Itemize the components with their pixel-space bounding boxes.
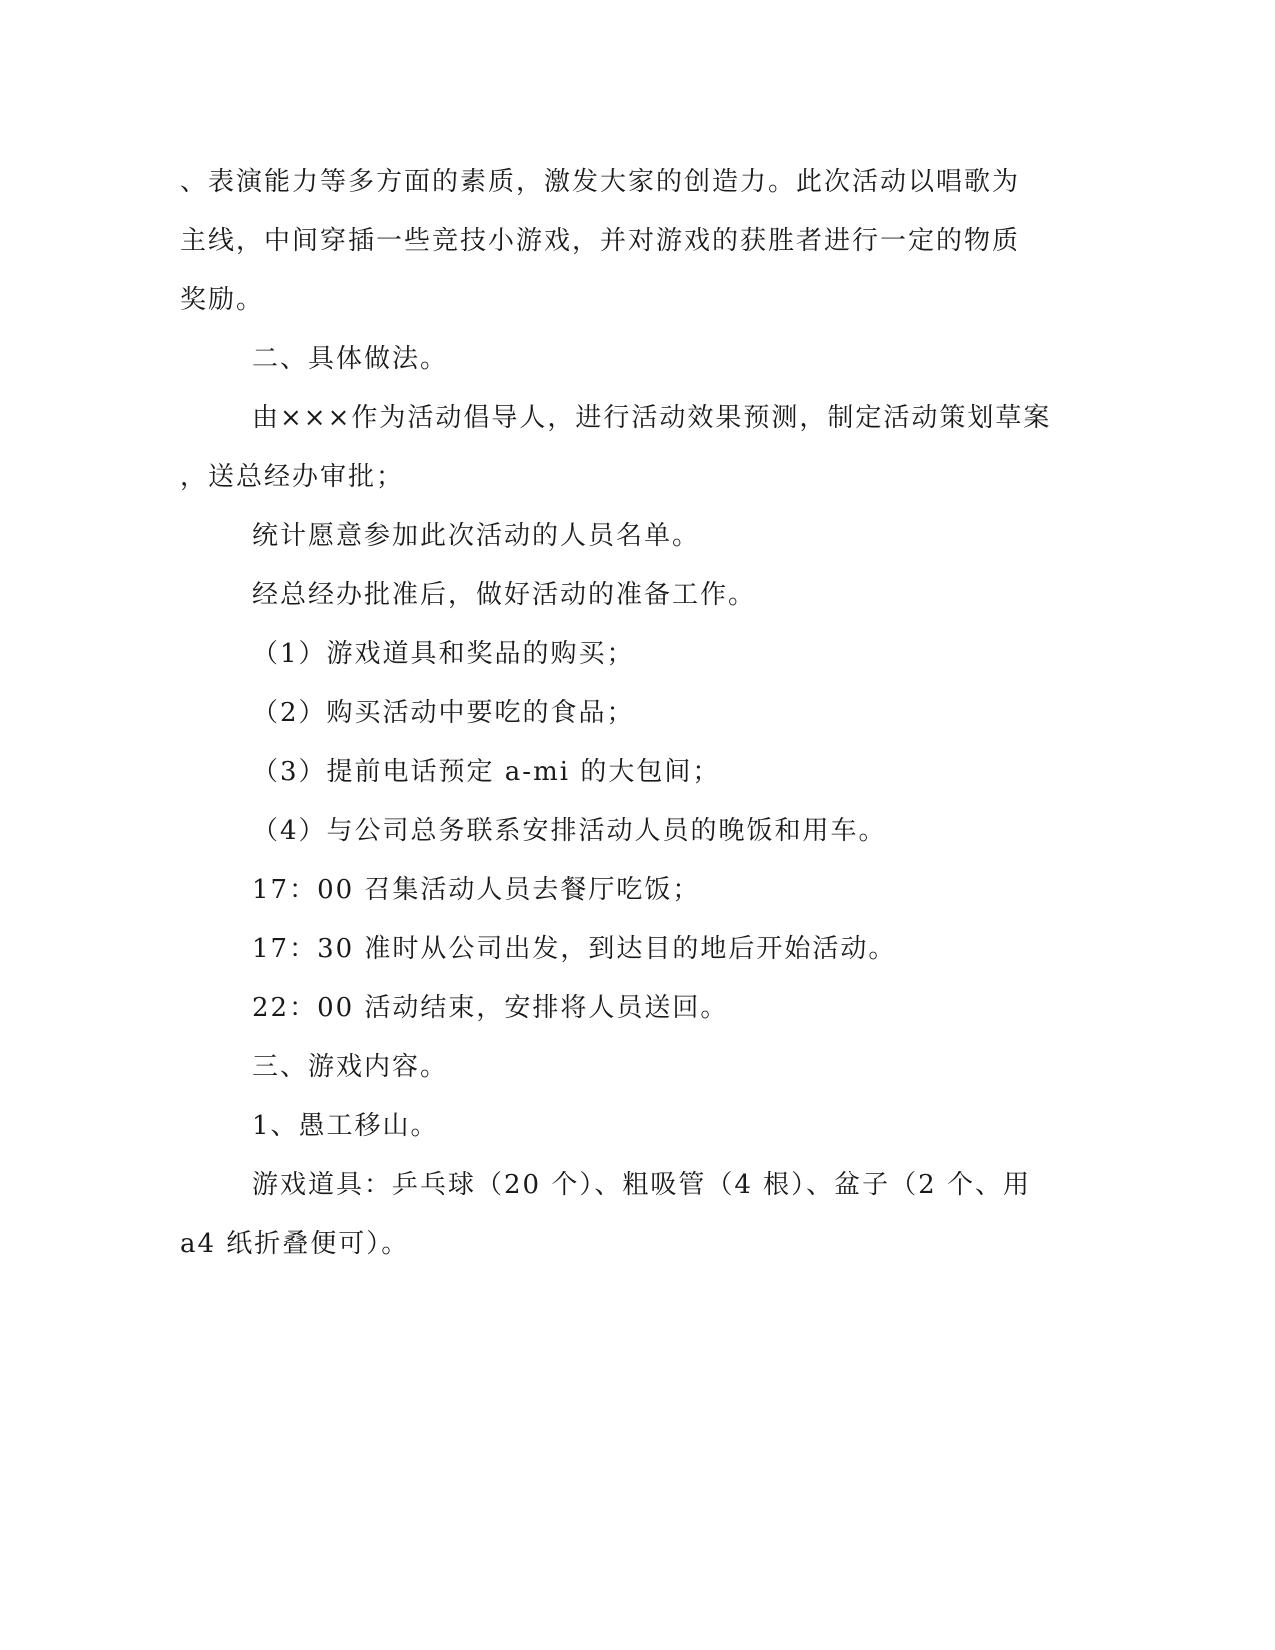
paragraph-line: 经总经办批准后，做好活动的准备工作。 — [252, 580, 757, 610]
schedule-item: 22：00 活动结束，安排将人员送回。 — [252, 993, 729, 1023]
list-item: （3）提前电话预定 a-mi 的大包间； — [252, 757, 721, 787]
paragraph-line: a4 纸折叠便可）。 — [180, 1229, 410, 1259]
paragraph-line: 、表演能力等多方面的素质，激发大家的创造力。此次活动以唱歌为 — [180, 167, 1021, 197]
paragraph-line: 奖励。 — [180, 285, 265, 315]
paragraph-line: 统计愿意参加此次活动的人员名单。 — [252, 521, 701, 551]
list-item: （4）与公司总务联系安排活动人员的晚饭和用车。 — [252, 816, 887, 846]
document-body — [180, 160, 1060, 1281]
list-item: （2）购买活动中要吃的食品； — [252, 698, 635, 728]
section-heading: 三、游戏内容。 — [252, 1052, 449, 1082]
subsection-heading: 1、愚工移山。 — [252, 1111, 439, 1141]
list-item: （1）游戏道具和奖品的购买； — [252, 639, 635, 669]
schedule-item: 17：30 准时从公司出发，到达目的地后开始活动。 — [252, 934, 897, 964]
paragraph-line: 由×××作为活动倡导人，进行活动效果预测，制定活动策划草案 — [252, 403, 1052, 433]
schedule-item: 17：00 召集活动人员去餐厅吃饭； — [252, 875, 701, 905]
paragraph-line: 游戏道具：乒乓球（20 个）、粗吸管（4 根）、盆子（2 个、用 — [252, 1170, 1031, 1200]
section-heading: 二、具体做法。 — [252, 344, 449, 374]
paragraph-line: 主线，中间穿插一些竞技小游戏，并对游戏的获胜者进行一定的物质 — [180, 226, 1021, 256]
paragraph-line: ，送总经办审批； — [180, 462, 405, 492]
